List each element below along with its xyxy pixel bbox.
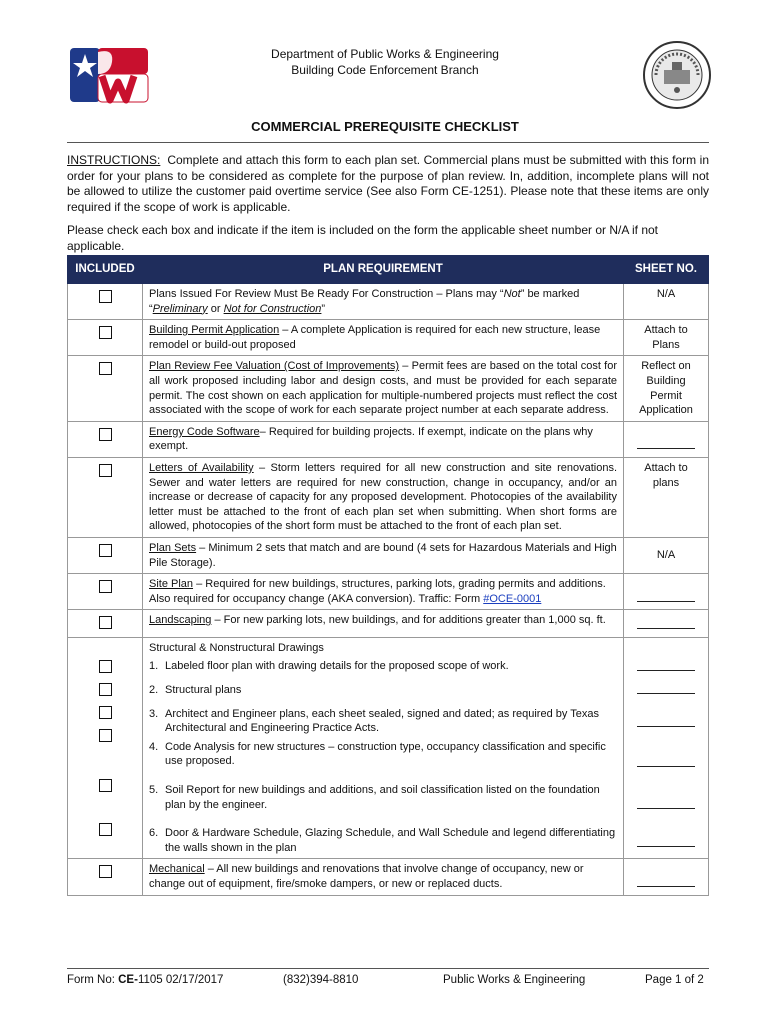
sub-item xyxy=(149,740,617,769)
sheet-number-blank[interactable] xyxy=(637,589,695,602)
requirement-text: ” xyxy=(321,302,326,315)
sheet-number-blank[interactable] xyxy=(637,436,695,449)
form-number-date: 1105 02/17/2017 xyxy=(137,974,224,986)
included-checkbox[interactable] xyxy=(99,290,112,303)
included-checkbox[interactable] xyxy=(99,660,112,673)
header-sheet-no: SHEET NO. xyxy=(624,256,709,284)
requirement-text: – All new buildings and renovations that involve change of occupancy, new or change out of equipment, fire/smoke dampers, or new or replaced ducts. xyxy=(149,863,584,890)
page-title: COMMERCIAL PREREQUISITE CHECKLIST xyxy=(251,119,519,134)
form-number-label: Form No: xyxy=(67,974,119,986)
sheet-number-blank[interactable] xyxy=(637,754,695,767)
table-row xyxy=(68,574,709,610)
included-checkbox[interactable] xyxy=(99,779,112,792)
sub-item-number: 3. xyxy=(149,707,159,720)
sheet-number-blank[interactable] xyxy=(637,796,695,809)
requirement-text: – A complete Application is required for each new structure, lease remodel or build-out proposed xyxy=(149,324,601,351)
checklist-table xyxy=(67,255,709,896)
requirement-text: – Required for building projects. If exempt, indicate on the plans why exempt. xyxy=(149,425,593,453)
requirement-cell xyxy=(143,574,624,610)
instructions-paragraph xyxy=(67,153,709,215)
sub-item-text: Soil Report for new buildings and additions, and soil classification listed on the foundation plan by the engineer. xyxy=(165,784,600,811)
instructions-label: INSTRUCTIONS: xyxy=(67,153,161,167)
sub-item xyxy=(149,683,617,698)
requirement-text: – For new parking lots, new buildings, and for additions greater than 1,000 sq. ft. xyxy=(211,614,606,627)
requirement-emphasis: Preliminary xyxy=(152,302,208,315)
sub-item-number: 2. xyxy=(149,684,159,697)
sheet-number-blank[interactable] xyxy=(637,658,695,671)
sheet-cell: Attach to plans xyxy=(624,457,709,537)
sheet-number-blank[interactable] xyxy=(637,616,695,629)
sheet-number-blank[interactable] xyxy=(637,714,695,727)
included-checkbox[interactable] xyxy=(99,706,112,719)
included-checkbox[interactable] xyxy=(99,865,112,878)
requirement-text: – Required for new buildings, structures, parking lots, grading permits and additions. Also required for occupancy change (AKA conversion). Traffic: Form xyxy=(149,578,606,605)
requirement-text: – Permit fees are based on the total cost for all work proposed including labor and design costs, and must be provided for each separate permit. The cost shown on each application for multiple-numbered projects must reflect the cost associated with the scope of work for each separate project number at each separate address. xyxy=(149,360,617,417)
branch-name: Building Code Enforcement Branch xyxy=(291,63,479,77)
sub-item-text: Door & Hardware Schedule, Glazing Schedule, and Wall Schedule and legend differentiating the walls shown in the plan xyxy=(165,827,616,854)
included-checkbox[interactable] xyxy=(99,362,112,375)
requirement-title: Structural & Nonstructural Drawings xyxy=(149,641,324,654)
sheet-cell: Attach to Plans xyxy=(624,320,709,356)
please-instructions: Please check each box and indicate if the item is included on the form the applicable sheet number or N/A if not applicable. xyxy=(67,223,659,253)
table-row xyxy=(68,637,709,859)
included-checkbox[interactable] xyxy=(99,464,112,477)
included-checkbox[interactable] xyxy=(99,823,112,836)
requirement-title: Plan Review Fee Valuation (Cost of Improvements) xyxy=(149,360,400,373)
sheet-cell: Reflect on Building Permit Application xyxy=(624,356,709,421)
requirement-cell xyxy=(143,610,624,638)
header-plan-requirement: PLAN REQUIREMENT xyxy=(143,256,624,284)
sub-item xyxy=(149,707,617,736)
requirement-text: Plans Issued For Review Must Be Ready For Construction – Plans may “ xyxy=(149,288,504,300)
requirement-text: – Minimum 2 sets that match and are bound (4 sets for Hazardous Materials and High Pile Storage). xyxy=(149,541,617,569)
included-checkbox[interactable] xyxy=(99,326,112,339)
footer-page-number: Page 1 of 2 xyxy=(645,974,704,986)
sheet-cell xyxy=(624,610,709,638)
footer-department: Public Works & Engineering xyxy=(443,974,586,986)
sheet-cell: N/A xyxy=(624,284,709,320)
instructions-text: Complete and attach this form to each plan set. Commercial plans must be submitted with this form in order for your plans to be considered as complete for the purpose of plan review. In, addition, incomplete plans will not be allowed to utilize the customer paid overtime service (See also Form CE-1251). Please note that these items are only required if the scope of work is applicable. xyxy=(67,153,710,214)
table-row xyxy=(68,421,709,457)
table-header-row xyxy=(68,256,709,284)
sub-item-number: 1. xyxy=(149,660,159,673)
table-row xyxy=(68,457,709,537)
sub-item xyxy=(149,826,617,855)
requirement-cell xyxy=(143,284,624,320)
sheet-cell: N/A xyxy=(624,537,709,573)
included-checkbox[interactable] xyxy=(99,683,112,696)
requirement-title: Letters of Availability xyxy=(149,461,254,474)
table-row xyxy=(68,859,709,895)
sheet-cell xyxy=(624,637,709,859)
table-row xyxy=(68,320,709,356)
sheet-number-blank[interactable] xyxy=(637,834,695,847)
footer-form-number xyxy=(67,974,223,986)
included-checkbox[interactable] xyxy=(99,428,112,441)
requirement-text: ” be marked “ xyxy=(149,288,580,315)
footer-phone: (832)394-8810 xyxy=(283,974,359,986)
requirement-cell xyxy=(143,421,624,457)
requirement-title: Plan Sets xyxy=(149,541,197,554)
included-checkbox[interactable] xyxy=(99,729,112,742)
requirement-cell xyxy=(143,537,624,573)
department-name: Department of Public Works & Engineering xyxy=(271,47,499,61)
requirement-cell xyxy=(143,637,624,859)
form-number-prefix: CE- xyxy=(118,974,138,986)
requirement-cell xyxy=(143,859,624,895)
header-included: INCLUDED xyxy=(68,256,143,284)
table-row xyxy=(68,284,709,320)
sub-item xyxy=(149,783,617,812)
sub-item-number: 6. xyxy=(149,827,159,840)
table-row xyxy=(68,537,709,573)
sub-item-text: Labeled floor plan with drawing details for the proposed scope of work. xyxy=(165,660,509,673)
form-link[interactable]: #OCE-0001 xyxy=(483,592,542,605)
requirement-title: Mechanical xyxy=(149,863,205,876)
requirement-title: Building Permit Application xyxy=(149,324,280,337)
sheet-cell xyxy=(624,421,709,457)
included-checkbox[interactable] xyxy=(99,580,112,593)
requirement-cell xyxy=(143,320,624,356)
requirement-title: Site Plan xyxy=(149,578,194,591)
sheet-cell xyxy=(624,574,709,610)
sub-item xyxy=(149,659,617,674)
sub-item-number: 4. xyxy=(149,740,159,753)
included-checkbox[interactable] xyxy=(99,616,112,629)
requirement-emphasis: Not for Construction xyxy=(223,302,322,315)
sheet-cell xyxy=(624,859,709,895)
sub-item-text: Architect and Engineer plans, each sheet sealed, signed and dated; as required by Texas Architectural and Engineering Practice Acts. xyxy=(165,707,599,735)
sub-item-text: Structural plans xyxy=(165,684,242,697)
included-cell xyxy=(68,637,143,859)
table-row xyxy=(68,356,709,421)
requirement-cell xyxy=(143,356,624,421)
sheet-number-blank[interactable] xyxy=(637,874,695,887)
requirement-title: Energy Code Software xyxy=(149,425,260,438)
footer-divider xyxy=(67,968,709,969)
sheet-number-blank[interactable] xyxy=(637,681,695,694)
sub-item-text: Code Analysis for new structures – construction type, occupancy classification and specific use proposed. xyxy=(165,740,606,768)
sub-item-number: 5. xyxy=(149,784,159,797)
requirement-title: Landscaping xyxy=(149,614,212,627)
requirement-cell xyxy=(143,457,624,537)
requirement-emphasis: Not xyxy=(503,288,521,300)
table-row xyxy=(68,610,709,638)
requirement-text: – Storm letters required for all new construction and site renovations. Sewer and water letters are required for new construction, change in occupancy, and/or an increase or decrease of capacity for any proposed development. Photocopies of the availability letter must be attached to the front of each plan set when submitting. When short forms are allowed, photocopies of the short form must be attached to the front of each plan set. xyxy=(149,461,617,533)
included-checkbox[interactable] xyxy=(99,544,112,557)
title-divider xyxy=(67,142,709,143)
requirement-text: or xyxy=(207,302,224,315)
